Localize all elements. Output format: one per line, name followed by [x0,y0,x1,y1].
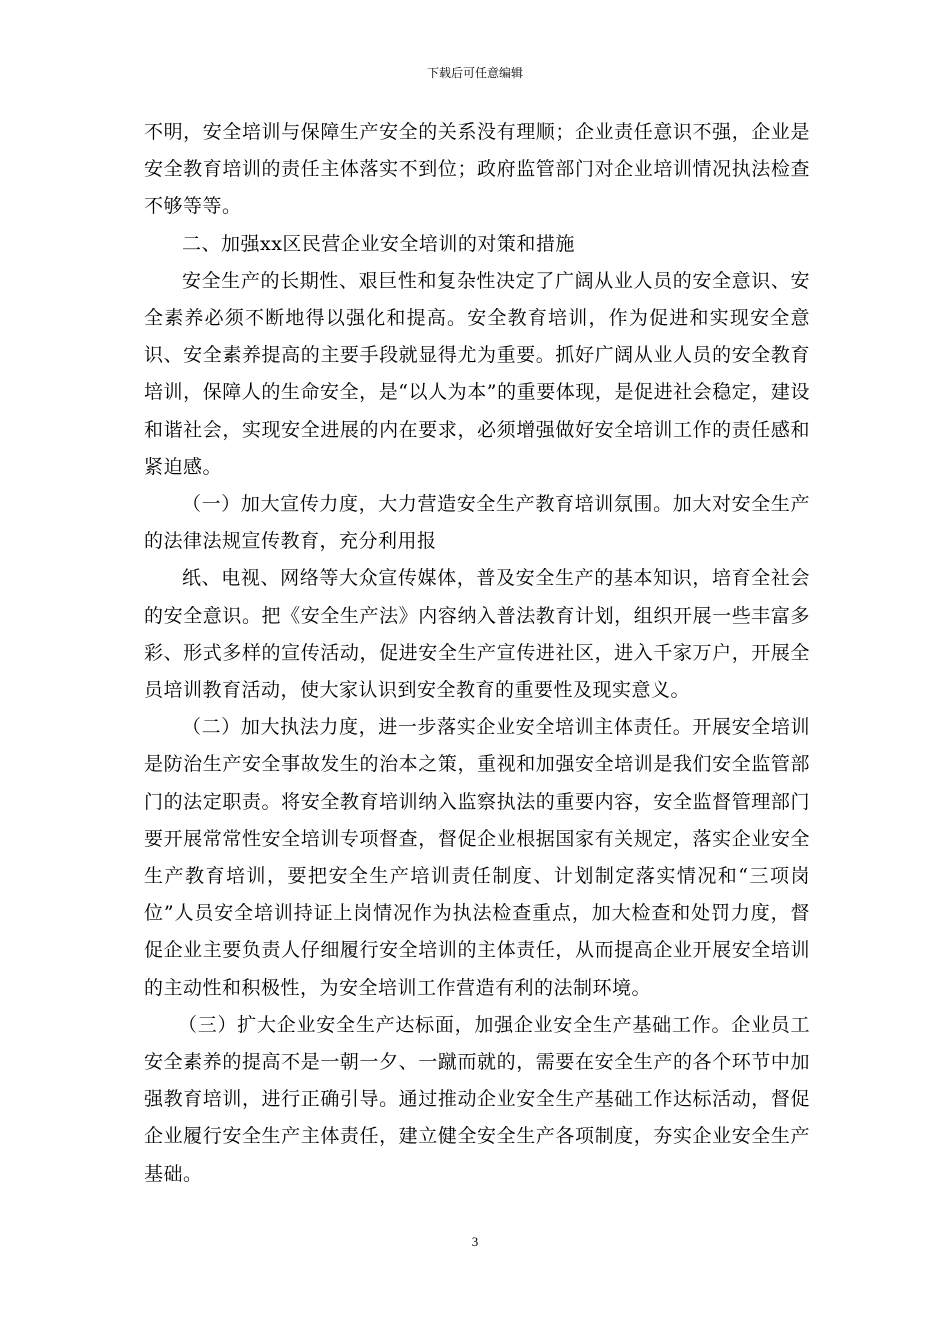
document-body [144,114,810,1193]
paragraph-intro: 安全生产的长期性、艰巨性和复杂性决定了广阔从业人员的安全意识、安全素养必须不断地得以强化和提高。安全教育培训，作为促进和实现安全意识、安全素养提高的主要手段就显得尤为重要。抓好广阔从业人员的安全教育培训，保障人的生命安全，是“以人为本”的重要体现，是促进社会稳定，建设和谐社会，实现安全进展的内在要求，必须增强做好安全培训工作的责任感和紧迫感。 [144,269,810,478]
page-header: 下载后可任意编辑 [426,66,523,80]
paragraph-measure-three: （三）扩大企业安全生产达标面，加强企业安全生产基础工作。企业员工安全素养的提高不是一朝一夕、一蹴而就的，需要在安全生产的各个环节中加强教育培训，进行正确引导。通过推动企业安全生产基础工作达标活动，督促企业履行安全生产主体责任，建立健全安全生产各项制度，夯实企业安全生产基础。 [144,1013,810,1185]
paragraph-measure-one: （一）加大宣传力度，大力营造安全生产教育培训氛围。加大对安全生产的法律法规宣传教育，充分利用报 [144,493,810,553]
paragraph-measure-one-continued: 纸、电视、网络等大众宣传媒体，普及安全生产的基本知识，培育全社会的安全意识。把《安全生产法》内容纳入普法教育计划，组织开展一些丰富多彩、形式多样的宣传活动，促进安全生产宣传进社区，进入千家万户，开展全员培训教育活动，使大家认识到安全教育的重要性及现实意义。 [144,567,810,702]
paragraph-measure-two: （二）加大执法力度，进一步落实企业安全培训主体责任。开展安全培训是防治生产安全事故发生的治本之策，重视和加强安全培训是我们安全监管部门的法定职责。将安全教育培训纳入监察执法的重要内容，安全监督管理部门要开展常常性安全培训专项督查，督促企业根据国家有关规定，落实企业安全生产教育培训，要把安全生产培训责任制度、计划制定落实情况和“三项岗位”人员安全培训持证上岗情况作为执法检查重点，加大检查和处罚力度，督促企业主要负责人仔细履行安全培训的主体责任，从而提高企业开展安全培训的主动性和积极性，为安全培训工作营造有利的法制环境。 [144,716,810,999]
paragraph-continuation: 不明，安全培训与保障生产安全的关系没有理顺；企业责任意识不强，企业是安全教育培训的责任主体落实不到位；政府监管部门对企业培训情况执法检查不够等等。 [144,121,810,218]
page-number: 3 [471,1234,479,1249]
section-heading: 二、加强xx区民营企业安全培训的对策和措施 [182,232,575,255]
